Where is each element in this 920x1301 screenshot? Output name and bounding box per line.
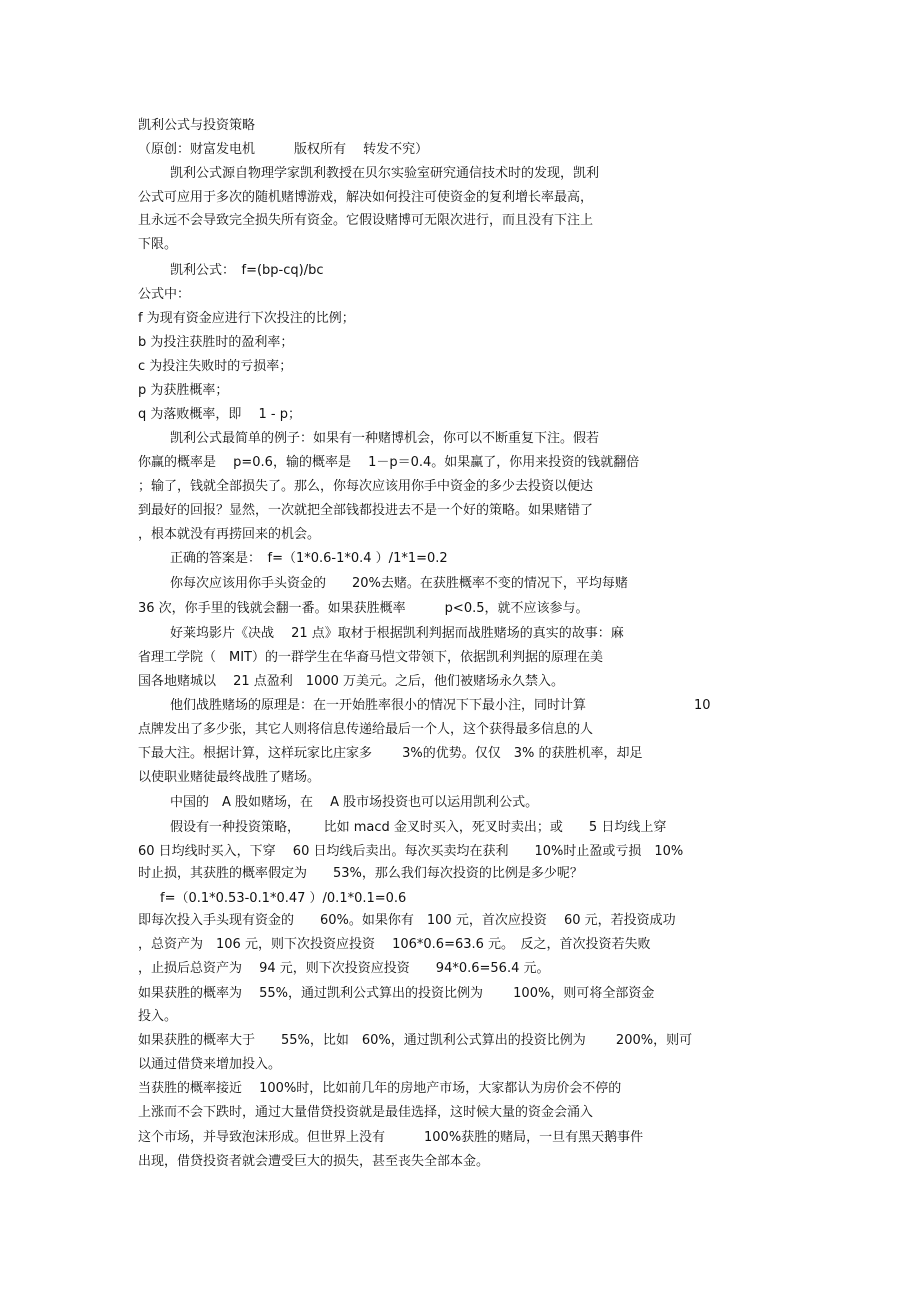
definition-line: c 为投注失败时的亏损率； <box>138 359 293 374</box>
paragraph-line: 以通过借贷来增加投入。 <box>138 1057 282 1072</box>
document-byline: （原创：财富发电机 版权所有 转发不究） <box>138 142 429 157</box>
formula-line: 凯利公式： f=(bp-cq)/bc <box>170 263 324 278</box>
paragraph-line: 到最好的回报？显然，一次就把全部钱都投进去不是一个好的策略。如果赌错了 <box>138 503 594 518</box>
paragraph-line: 以使职业赌徒最终战胜了赌场。 <box>138 770 321 785</box>
paragraph-line: ，总资产为 106 元，则下次投资应投资 106*0.6=63.6 元。 反之，首次投资若失败 <box>138 937 651 952</box>
paragraph-line: 省理工学院（ MIT）的一群学生在华裔马恺文带领下，依据凯利判据的原理在美 <box>138 650 603 665</box>
definition-line: q 为落败概率，即 1 - p； <box>138 407 301 422</box>
definition-line: f 为现有资金应进行下次投注的比例； <box>138 311 355 326</box>
paragraph-line: 假设有一种投资策略， 比如 macd 金叉时买入，死叉时卖出；或 5 日均线上穿 <box>170 820 667 835</box>
paragraph-line: 时止损，其获胜的概率假定为 53%，那么我们每次投资的比例是多少呢？ <box>138 866 583 881</box>
paragraph-line: ；输了，钱就全部损失了。那么，你每次应该用你手中资金的多少去投资以便达 <box>138 479 594 494</box>
paragraph-line: 好莱坞影片《决战 21 点》取材于根据凯利判据而战胜赌场的真实的故事：麻 <box>170 626 624 641</box>
definition-line: p 为获胜概率； <box>138 383 229 398</box>
paragraph-line: 如果获胜的概率为 55%，通过凯利公式算出的投资比例为 100%，则可将全部资金 <box>138 986 655 1001</box>
definition-line: b 为投注获胜时的盈利率； <box>138 335 294 350</box>
paragraph-line: 下限。 <box>138 237 178 252</box>
paragraph-line: 即每次投入手头现有资金的 60%。如果你有 100 元，首次应投资 60 元，若投资成功 <box>138 913 676 928</box>
formula-line: f=（0.1*0.53-0.1*0.47 ）/0.1*0.1=0.6 <box>160 891 407 906</box>
paragraph-line: 他们战胜赌场的原理是：在一开始胜率很小的情况下下最小注，同时计算 <box>170 698 587 713</box>
paragraph-line-fragment: 10 <box>694 698 711 713</box>
formula-line: 正确的答案是： f=（1*0.6-1*0.4 ）/1*1=0.2 <box>170 551 448 566</box>
paragraph-line: 凯利公式最简单的例子：如果有一种赌博机会，你可以不断重复下注。假若 <box>170 431 600 446</box>
paragraph-line: 凯利公式源自物理学家凯利教授在贝尔实验室研究通信技术时的发现，凯利 <box>170 166 600 181</box>
paragraph-line: 投入。 <box>138 1009 178 1024</box>
paragraph-line: 出现，借贷投资者就会遭受巨大的损失，甚至丧失全部本金。 <box>138 1154 490 1169</box>
paragraph-line: 中国的 A 股如赌场，在 A 股市场投资也可以运用凯利公式。 <box>170 795 539 810</box>
paragraph-line: 公式中： <box>138 287 191 302</box>
paragraph-line: ，根本就没有再捞回来的机会。 <box>138 527 321 542</box>
paragraph-line: 你每次应该用你手头资金的 20%去赌。在获胜概率不变的情况下，平均每赌 <box>170 576 628 591</box>
paragraph-line: 点牌发出了多少张，其它人则将信息传递给最后一个人，这个获得最多信息的人 <box>138 722 594 737</box>
paragraph-line: 这个市场，并导致泡沫形成。但世界上没有 100%获胜的赌局，一旦有黑天鹅事件 <box>138 1130 644 1145</box>
paragraph-line: 国各地赌城以 21 点盈利 1000 万美元。之后，他们被赌场永久禁入。 <box>138 674 565 689</box>
paragraph-line: ，止损后总资产为 94 元，则下次投资应投资 94*0.6=56.4 元。 <box>138 961 550 976</box>
paragraph-line: 你赢的概率是 p=0.6，输的概率是 1－p＝0.4。如果赢了，你用来投资的钱就翻倍 <box>138 455 640 470</box>
paragraph-line: 当获胜的概率接近 100%时，比如前几年的房地产市场，大家都认为房价会不停的 <box>138 1081 622 1096</box>
paragraph-line: 36 次，你手里的钱就会翻一番。如果获胜概率 p<0.5，就不应该参与。 <box>138 601 589 616</box>
paragraph-line: 如果获胜的概率大于 55%，比如 60%，通过凯利公式算出的投资比例为 200%，则可 <box>138 1033 693 1048</box>
document-title: 凯利公式与投资策略 <box>138 118 256 133</box>
paragraph-line: 公式可应用于多次的随机赌博游戏，解决如何投注可使资金的复利增长率最高， <box>138 190 594 205</box>
paragraph-line: 且永远不会导致完全损失所有资金。它假设赌博可无限次进行，而且没有下注上 <box>138 213 594 228</box>
paragraph-line: 60 日均线时买入，下穿 60 日均线后卖出。每次买卖均在获利 10%时止盈或亏损 10% <box>138 844 684 859</box>
paragraph-line: 上涨而不会下跌时，通过大量借贷投资就是最佳选择，这时候大量的资金会涌入 <box>138 1105 594 1120</box>
paragraph-line: 下最大注。根据计算，这样玩家比庄家多 3%的优势。仅仅 3% 的获胜机率，却足 <box>138 746 643 761</box>
